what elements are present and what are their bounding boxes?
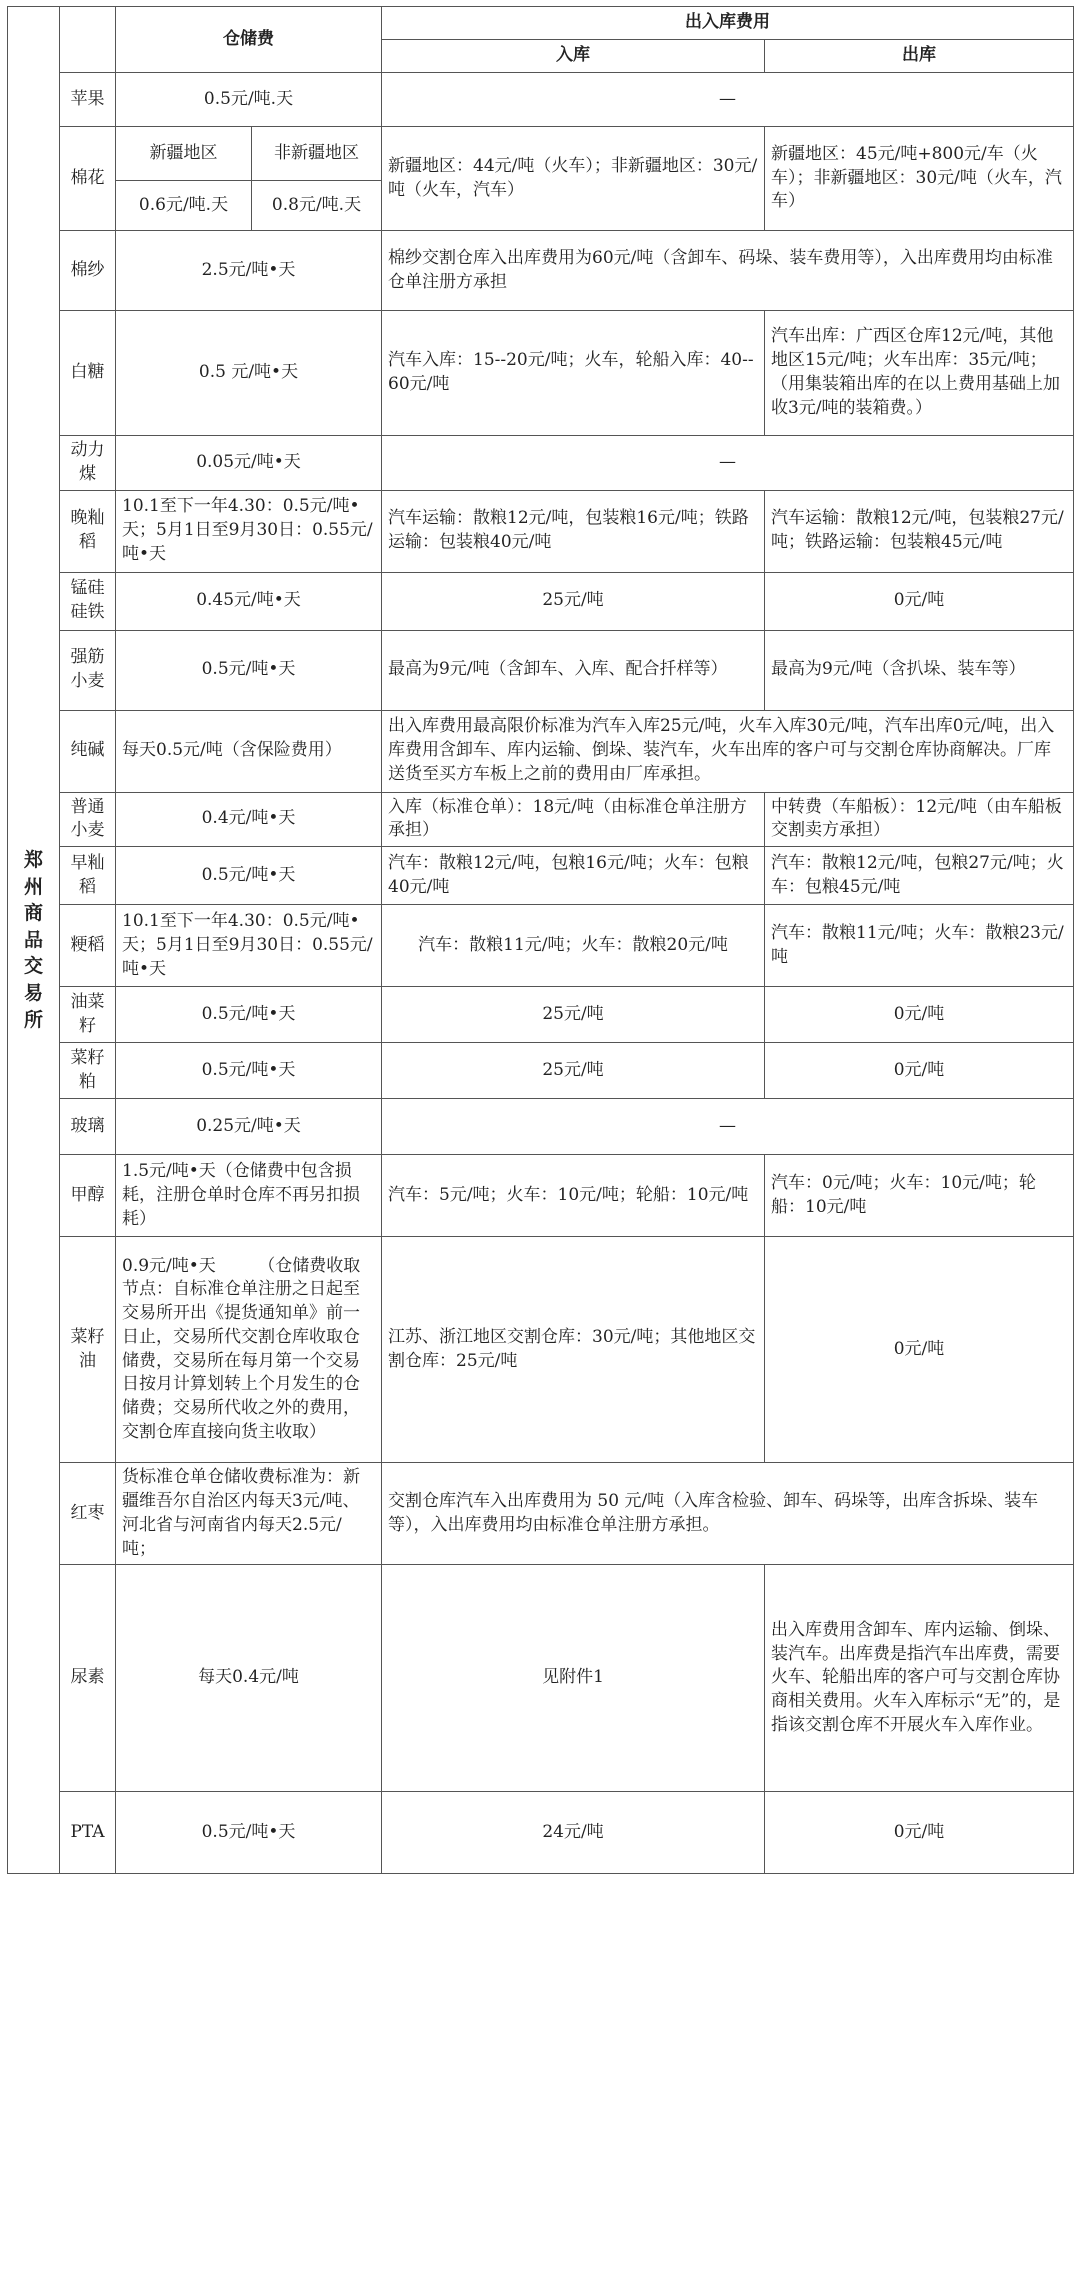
out-fee: 0元/吨 <box>765 1237 1074 1463</box>
in-fee: 汽车入库：15--20元/吨；火车，轮船入库：40--60元/吨 <box>382 311 765 436</box>
in-fee: 25元/吨 <box>382 987 765 1043</box>
inout-fee: — <box>382 1099 1074 1155</box>
table-row <box>8 630 1074 710</box>
product-name: 棉纱 <box>60 231 116 311</box>
cotton-xinjiang-label: 新疆地区 <box>116 127 252 181</box>
cotton-non-xinjiang-label: 非新疆地区 <box>252 127 382 181</box>
out-fee: 汽车：0元/吨；火车：10元/吨；轮船：10元/吨 <box>765 1155 1074 1237</box>
storage-fee: 10.1至下一年4.30：0.5元/吨•天；5月1日至9月30日：0.55元/吨•天 <box>116 905 382 987</box>
table-row <box>8 1463 1074 1565</box>
storage-fee: 0.5元/吨•天 <box>116 847 382 905</box>
in-fee: 25元/吨 <box>382 1043 765 1099</box>
out-fee: 汽车：散粮12元/吨，包粮27元/吨；火车：包粮45元/吨 <box>765 847 1074 905</box>
storage-fee: 2.5元/吨•天 <box>116 231 382 311</box>
cotton-non-xinjiang-storage: 0.8元/吨.天 <box>252 181 382 231</box>
in-fee: 新疆地区：44元/吨（火车）；非新疆地区：30元/吨（火车，汽车） <box>382 127 765 231</box>
out-fee: 汽车出库：广西区仓库12元/吨，其他地区15元/吨；火车出库：35元/吨；（用集装箱出库的在以上费用基础上加收3元/吨的装箱费。） <box>765 311 1074 436</box>
table-row <box>8 73 1074 127</box>
storage-fee: 0.5元/吨•天 <box>116 630 382 710</box>
header-in: 入库 <box>382 40 765 73</box>
inout-fee: 出入库费用最高限价标准为汽车入库25元/吨，火车入库30元/吨，汽车出库0元/吨，出入库费用含卸车、库内运输、倒垛、装汽车，火车出库的客户可与交割仓库协商解决。厂库送货至买方车板上之前的费用由厂库承担。 <box>382 710 1074 792</box>
out-fee: 0元/吨 <box>765 572 1074 630</box>
out-fee: 0元/吨 <box>765 1792 1074 1874</box>
product-name: 甲醇 <box>60 1155 116 1237</box>
out-fee: 中转费（车船板）：12元/吨（由车船板交割卖方承担） <box>765 792 1074 847</box>
table-row <box>8 490 1074 572</box>
in-fee: 汽车：5元/吨；火车：10元/吨；轮船：10元/吨 <box>382 1155 765 1237</box>
table-row <box>8 1155 1074 1237</box>
product-name: 锰硅硅铁 <box>60 572 116 630</box>
product-name: 油菜籽 <box>60 987 116 1043</box>
storage-fee: 0.4元/吨•天 <box>116 792 382 847</box>
inout-fee: 棉纱交割仓库入出库费用为60元/吨（含卸车、码垛、装车费用等），入出库费用均由标准仓单注册方承担 <box>382 231 1074 311</box>
product-name: 玻璃 <box>60 1099 116 1155</box>
table-row <box>8 1565 1074 1792</box>
storage-fee: 货标准仓单仓储收费标准为：新疆维吾尔自治区内每天3元/吨、河北省与河南省内每天2.5元/吨； <box>116 1463 382 1565</box>
in-fee: 24元/吨 <box>382 1792 765 1874</box>
product-name: PTA <box>60 1792 116 1874</box>
storage-fee: 0.5 元/吨•天 <box>116 311 382 436</box>
out-fee: 0元/吨 <box>765 987 1074 1043</box>
table-row <box>8 710 1074 792</box>
in-fee: 入库（标准仓单）：18元/吨（由标准仓单注册方承担） <box>382 792 765 847</box>
table-row <box>8 572 1074 630</box>
in-fee: 江苏、浙江地区交割仓库：30元/吨；其他地区交割仓库：25元/吨 <box>382 1237 765 1463</box>
fee-table-wrapper <box>7 6 1074 1874</box>
exchange-name: 郑 州 商 品 交 易 所 <box>8 7 60 1874</box>
product-name: 菜籽粕 <box>60 1043 116 1099</box>
table-row <box>8 792 1074 847</box>
fee-table <box>7 6 1074 1874</box>
storage-fee: 0.5元/吨•天 <box>116 1043 382 1099</box>
product-name: 红枣 <box>60 1463 116 1565</box>
header-storage: 仓储费 <box>116 7 382 73</box>
product-name: 苹果 <box>60 73 116 127</box>
in-fee: 汽车：散粮12元/吨，包粮16元/吨；火车：包粮40元/吨 <box>382 847 765 905</box>
table-row <box>8 311 1074 436</box>
in-fee: 汽车：散粮11元/吨；火车：散粮20元/吨 <box>382 905 765 987</box>
out-fee: 0元/吨 <box>765 1043 1074 1099</box>
product-name: 动力煤 <box>60 436 116 491</box>
table-row <box>8 905 1074 987</box>
storage-fee: 每天0.5元/吨（含保险费用） <box>116 710 382 792</box>
header-out: 出库 <box>765 40 1074 73</box>
header-inout: 出入库费用 <box>382 7 1074 40</box>
table-row <box>8 1043 1074 1099</box>
table-row <box>8 127 1074 181</box>
storage-fee: 每天0.4元/吨 <box>116 1565 382 1792</box>
table-row <box>8 1237 1074 1463</box>
in-fee: 最高为9元/吨（含卸车、入库、配合扦样等） <box>382 630 765 710</box>
out-fee: 最高为9元/吨（含扒垛、装车等） <box>765 630 1074 710</box>
storage-fee: 10.1至下一年4.30：0.5元/吨•天；5月1日至9月30日：0.55元/吨•天 <box>116 490 382 572</box>
out-fee: 汽车：散粮11元/吨；火车：散粮23元/吨 <box>765 905 1074 987</box>
inout-fee: — <box>382 436 1074 491</box>
storage-fee: 0.25元/吨•天 <box>116 1099 382 1155</box>
table-row <box>8 987 1074 1043</box>
product-name: 早籼稻 <box>60 847 116 905</box>
out-fee: 汽车运输：散粮12元/吨，包装粮27元/吨；铁路运输：包装粮45元/吨 <box>765 490 1074 572</box>
table-row <box>8 1099 1074 1155</box>
storage-fee: 0.5元/吨•天 <box>116 987 382 1043</box>
table-row <box>8 847 1074 905</box>
out-fee: 出入库费用含卸车、库内运输、倒垛、装汽车。出库费是指汽车出库费，需要火车、轮船出库的客户可与交割仓库协商相关费用。火车入库标示“无”的，是指该交割仓库不开展火车入库作业。 <box>765 1565 1074 1792</box>
product-name: 尿素 <box>60 1565 116 1792</box>
product-name: 白糖 <box>60 311 116 436</box>
storage-fee: 0.5元/吨•天 <box>116 1792 382 1874</box>
product-name: 纯碱 <box>60 710 116 792</box>
table-row <box>8 231 1074 311</box>
product-name: 棉花 <box>60 127 116 231</box>
product-name: 粳稻 <box>60 905 116 987</box>
header-blank <box>60 7 116 73</box>
table-row <box>8 436 1074 491</box>
storage-fee: 0.5元/吨.天 <box>116 73 382 127</box>
storage-fee: 0.45元/吨•天 <box>116 572 382 630</box>
storage-fee: 0.9元/吨•天 （仓储费收取节点：自标准仓单注册之日起至交易所开出《提货通知单》前一日止，交易所代交割仓库收取仓储费，交易所在每月第一个交易日按月计算划转上个月发生的仓储费；交易所代收之外的费用，交割仓库直接向货主收取） <box>116 1237 382 1463</box>
product-name: 普通小麦 <box>60 792 116 847</box>
product-name: 菜籽油 <box>60 1237 116 1463</box>
inout-fee: 交割仓库汽车入出库费用为 50 元/吨（入库含检验、卸车、码垛等，出库含拆垛、装车等），入出库费用均由标准仓单注册方承担。 <box>382 1463 1074 1565</box>
out-fee: 新疆地区：45元/吨+800元/车（火车）；非新疆地区：30元/吨（火车，汽车） <box>765 127 1074 231</box>
in-fee: 25元/吨 <box>382 572 765 630</box>
cotton-xinjiang-storage: 0.6元/吨.天 <box>116 181 252 231</box>
in-fee: 见附件1 <box>382 1565 765 1792</box>
storage-fee: 0.05元/吨•天 <box>116 436 382 491</box>
table-row <box>8 1792 1074 1874</box>
product-name: 强筋小麦 <box>60 630 116 710</box>
in-fee: 汽车运输：散粮12元/吨，包装粮16元/吨；铁路运输：包装粮40元/吨 <box>382 490 765 572</box>
product-name: 晚籼稻 <box>60 490 116 572</box>
storage-fee: 1.5元/吨•天（仓储费中包含损耗，注册仓单时仓库不再另扣损耗） <box>116 1155 382 1237</box>
inout-fee: — <box>382 73 1074 127</box>
